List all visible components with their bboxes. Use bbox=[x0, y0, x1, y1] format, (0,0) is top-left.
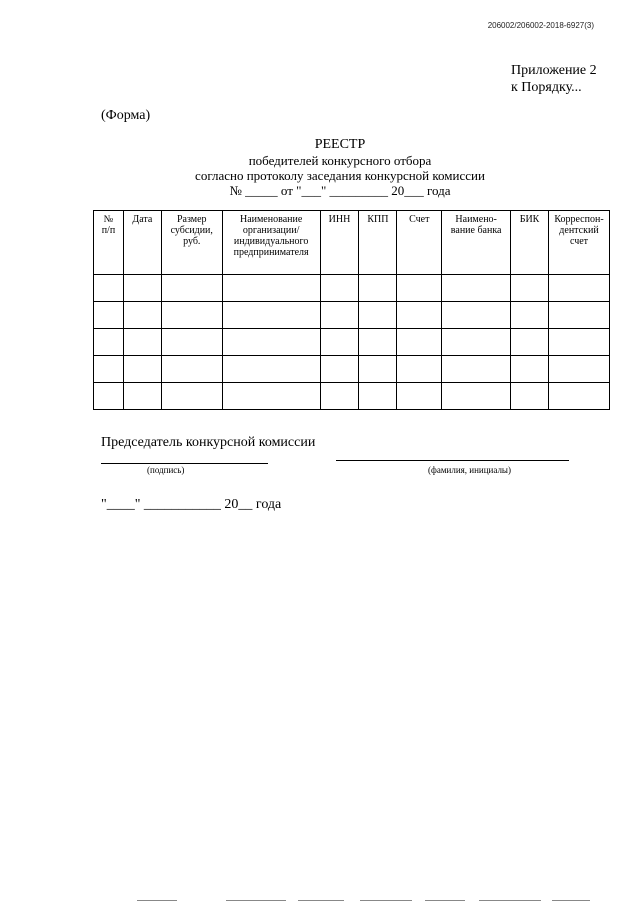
table-cell bbox=[222, 329, 320, 356]
col-header-number: № п/п bbox=[94, 211, 124, 275]
table-cell bbox=[548, 383, 609, 410]
table-cell bbox=[359, 356, 397, 383]
table-cell bbox=[320, 275, 359, 302]
table-cell bbox=[161, 329, 222, 356]
table-cell bbox=[161, 383, 222, 410]
table-row bbox=[94, 329, 610, 356]
document-id: 206002/206002-2018-6927(3) bbox=[487, 21, 594, 30]
table-header-row bbox=[94, 211, 610, 275]
table-cell bbox=[511, 329, 549, 356]
table-cell bbox=[123, 275, 161, 302]
table-cell bbox=[320, 356, 359, 383]
table-cell bbox=[123, 302, 161, 329]
table-cell bbox=[442, 275, 511, 302]
col-header-date: Дата bbox=[123, 211, 161, 275]
table-cell bbox=[511, 275, 549, 302]
table-cell bbox=[359, 383, 397, 410]
signature-date-line: "____" ___________ 20__ года bbox=[101, 497, 282, 512]
table-cell bbox=[94, 275, 124, 302]
title-line-4: № _____ от "___" _________ 20___ года bbox=[229, 183, 451, 198]
table-cell bbox=[548, 275, 609, 302]
col-header-subsidy: Размер субсидии, руб. bbox=[161, 211, 222, 275]
table-cell bbox=[123, 383, 161, 410]
table-cell bbox=[320, 329, 359, 356]
table-cell bbox=[442, 329, 511, 356]
table-cell bbox=[161, 302, 222, 329]
table-cell bbox=[397, 329, 442, 356]
table-cell bbox=[94, 356, 124, 383]
table-cell bbox=[397, 356, 442, 383]
table-cell bbox=[359, 302, 397, 329]
table-cell bbox=[222, 275, 320, 302]
table-cell bbox=[397, 302, 442, 329]
form-label: (Форма) bbox=[101, 108, 151, 123]
table-cell bbox=[94, 383, 124, 410]
col-header-organization: Наименование организации/ индивидуального предпринимателя bbox=[222, 211, 320, 275]
title-line-3: согласно протоколу заседания конкурсной комиссии bbox=[195, 168, 485, 183]
table-row bbox=[94, 275, 610, 302]
table-cell bbox=[359, 275, 397, 302]
chairman-label: Председатель конкурсной комиссии bbox=[101, 435, 316, 450]
page-edge-marks bbox=[0, 900, 640, 904]
col-header-corr-account: Корреспон- дентский счет bbox=[548, 211, 609, 275]
table-cell bbox=[161, 275, 222, 302]
table-cell bbox=[94, 329, 124, 356]
table-cell bbox=[222, 383, 320, 410]
registry-table bbox=[93, 210, 610, 410]
table-cell bbox=[222, 302, 320, 329]
table-cell bbox=[320, 302, 359, 329]
table-cell bbox=[511, 383, 549, 410]
table-cell bbox=[161, 356, 222, 383]
table-cell bbox=[359, 329, 397, 356]
table-cell bbox=[548, 356, 609, 383]
table-row bbox=[94, 302, 610, 329]
table-cell bbox=[442, 356, 511, 383]
table-cell bbox=[442, 383, 511, 410]
title-line-1: РЕЕСТР bbox=[314, 137, 366, 152]
table-cell bbox=[94, 302, 124, 329]
table-cell bbox=[511, 302, 549, 329]
table-cell bbox=[397, 275, 442, 302]
signature-line bbox=[101, 463, 268, 464]
col-header-kpp: КПП bbox=[359, 211, 397, 275]
table-cell bbox=[123, 329, 161, 356]
appendix-line-2: к Порядку... bbox=[511, 80, 582, 95]
col-header-inn: ИНН bbox=[320, 211, 359, 275]
appendix-note bbox=[511, 62, 597, 96]
table-row bbox=[94, 356, 610, 383]
name-line bbox=[336, 460, 569, 461]
table-cell bbox=[320, 383, 359, 410]
col-header-bank: Наимено- вание банка bbox=[442, 211, 511, 275]
table-cell bbox=[548, 302, 609, 329]
table-cell bbox=[548, 329, 609, 356]
table-cell bbox=[511, 356, 549, 383]
signature-caption: (подпись) bbox=[147, 465, 185, 475]
col-header-account: Счет bbox=[397, 211, 442, 275]
appendix-line-1: Приложение 2 bbox=[511, 63, 597, 78]
document-title bbox=[150, 137, 530, 198]
table-cell bbox=[442, 302, 511, 329]
table-row bbox=[94, 383, 610, 410]
name-caption: (фамилия, инициалы) bbox=[428, 465, 511, 475]
table-cell bbox=[397, 383, 442, 410]
table-cell bbox=[123, 356, 161, 383]
col-header-bik: БИК bbox=[511, 211, 549, 275]
title-line-2: победителей конкурсного отбора bbox=[248, 153, 432, 168]
table-cell bbox=[222, 356, 320, 383]
